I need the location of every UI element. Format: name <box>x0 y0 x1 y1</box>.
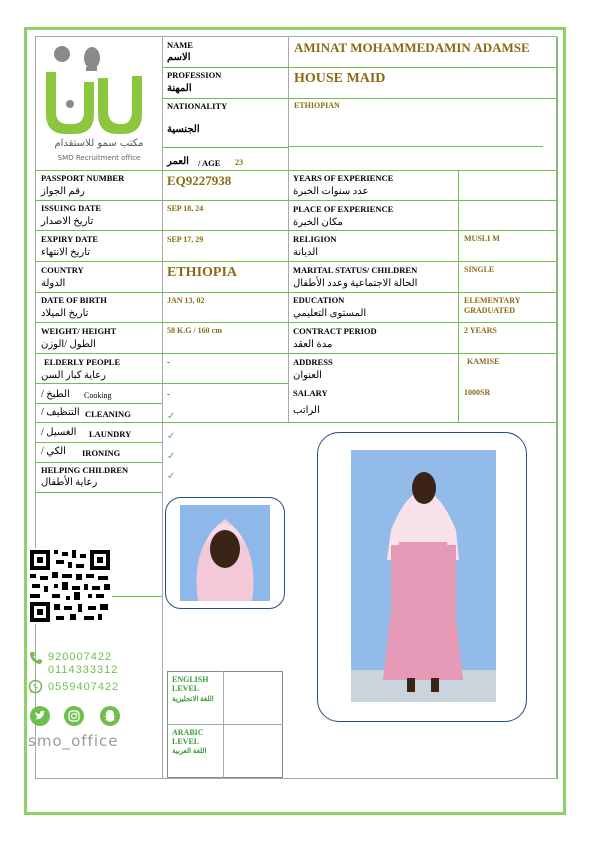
salary-label-ar: الراتب <box>293 405 320 416</box>
name-label: NAME <box>167 40 193 50</box>
marital-label-ar: الحالة الاجتماعية وعدد الأطفال <box>293 278 418 289</box>
country-value: ETHIOPIA <box>167 265 238 280</box>
laundry-label-ar: الغسيل / <box>41 427 77 438</box>
elderly-value: - <box>167 357 170 367</box>
brand-english: SMO Recruitment office <box>57 154 141 162</box>
salary-value: 1000SR <box>464 388 491 397</box>
arabic-level-label-ar: اللغة العربية <box>172 747 207 755</box>
brand-arabic: مكتب سمو للاستقدام <box>54 138 144 149</box>
issuing-value: SEP 18, 24 <box>167 204 204 213</box>
experience-place-label-ar: مكان الخبرة <box>293 217 343 228</box>
whatsapp-icon <box>28 679 43 694</box>
marital-value: SINGLE <box>464 265 495 274</box>
cooking-value: - <box>167 389 170 399</box>
ironing-check-icon: ✓ <box>167 451 176 462</box>
age-value: 23 <box>235 158 243 167</box>
arabic-level-label: ARABIC <box>172 728 204 737</box>
col-divider-1 <box>162 37 163 779</box>
passport-label: PASSPORT NUMBER <box>41 173 125 183</box>
experience-place-label: PLACE OF EXPERIENCE <box>293 204 394 214</box>
helping-label-ar: رعاية الأطفال <box>41 477 98 488</box>
age-label-ar: العمر <box>167 156 189 167</box>
english-level-label-ar: اللغة الانجليزية <box>172 695 214 703</box>
religion-value: MUSLI M <box>464 234 500 243</box>
passport-label-ar: رقم الجواز <box>41 186 85 197</box>
name-label-ar: الاسم <box>167 52 191 63</box>
laundry-check-icon: ✓ <box>167 431 176 442</box>
weight-label-ar: الطول /الوزن <box>41 339 96 350</box>
social-handle: smo_office <box>28 732 119 750</box>
laundry-label: LAUNDRY <box>89 429 132 439</box>
issuing-label-ar: تاريخ الاصدار <box>41 216 94 227</box>
education-label-ar: المستوى التعليمي <box>293 308 367 319</box>
education-label: EDUCATION <box>293 295 345 305</box>
address-value: KAMISE <box>467 357 500 366</box>
expiry-label: EXPIRY DATE <box>41 234 99 244</box>
dob-label-ar: تاريخ الميلاد <box>41 308 89 319</box>
name-value: AMINAT MOHAMMEDAMIN ADAMSE <box>294 40 530 55</box>
country-label: COUNTRY <box>41 265 84 275</box>
helping-label: HELPING CHILDREN <box>41 465 129 475</box>
education-value-line1: ELEMENTARY <box>464 296 521 305</box>
portrait-photo <box>180 505 270 601</box>
phone-number-2: 0114333312 <box>48 664 119 676</box>
expiry-label-ar: تاريخ الانتهاء <box>41 247 91 258</box>
dob-label: DATE OF BIRTH <box>41 295 107 305</box>
nationality-label: NATIONALITY <box>167 101 228 111</box>
marital-label: MARITAL STATUS/ CHILDREN <box>293 265 418 275</box>
profession-label: PROFESSION <box>167 70 222 80</box>
snapchat-icon[interactable] <box>100 706 120 726</box>
phone-icon <box>29 651 43 665</box>
cooking-label: Cooking <box>84 391 112 400</box>
ironing-label: IRONING <box>82 448 121 458</box>
cleaning-label: CLEANING <box>85 409 131 419</box>
instagram-icon[interactable] <box>64 706 84 726</box>
helping-check-icon: ✓ <box>167 471 176 482</box>
experience-years-label-ar: عدد سنوات الخبرة <box>293 186 369 197</box>
expiry-value: SEP 17, 29 <box>167 235 204 244</box>
english-level-label: ENGLISH <box>172 675 209 684</box>
arabic-level-label-2: LEVEL <box>172 737 200 746</box>
experience-years-label: YEARS OF EXPERIENCE <box>293 173 394 183</box>
country-label-ar: الدولة <box>41 278 66 289</box>
contract-label: CONTRACT PERIOD <box>293 326 377 336</box>
col-divider-3 <box>458 170 459 422</box>
passport-value: EQ9227938 <box>167 173 232 188</box>
contract-value: 2 YEARS <box>464 326 497 335</box>
nationality-value: ETHIOPIAN <box>294 101 340 110</box>
cooking-label-ar: الطبخ / <box>41 389 70 400</box>
logo-icon <box>40 42 160 142</box>
dob-value: JAN 13, 02 <box>167 296 205 305</box>
whatsapp-number: 0559407422 <box>48 681 120 693</box>
full-body-photo <box>351 450 496 702</box>
profession-label-ar: المهنة <box>167 83 192 94</box>
contract-label-ar: مدة العقد <box>293 339 333 350</box>
profession-value: HOUSE MAID <box>294 71 386 86</box>
address-label: ADDRESS <box>293 357 333 367</box>
qr-code-icon <box>28 548 112 624</box>
cleaning-label-ar: التنظيف / <box>41 407 80 418</box>
company-logo <box>40 42 160 167</box>
elderly-label: ELDERLY PEOPLE <box>44 357 121 367</box>
col-divider-right <box>557 37 558 779</box>
education-value-line2: GRADUATED <box>464 306 515 315</box>
cleaning-check-icon: ✓ <box>167 411 176 422</box>
nationality-label-ar: الجنسية <box>167 124 200 135</box>
weight-label: WEIGHT/ HEIGHT <box>41 326 117 336</box>
religion-label-ar: الديانة <box>293 247 319 258</box>
weight-value: 58 K.G / 160 cm <box>167 326 222 335</box>
elderly-label-ar: رعاية كبار السن <box>41 370 106 381</box>
ironing-label-ar: الكي / <box>41 446 66 457</box>
address-label-ar: العنوان <box>293 370 322 381</box>
issuing-label: ISSUING DATE <box>41 203 102 213</box>
twitter-icon[interactable] <box>30 706 50 726</box>
religion-label: RELIGION <box>293 234 337 244</box>
english-level-label-2: LEVEL <box>172 684 200 693</box>
salary-label: SALARY <box>293 388 328 398</box>
age-label: / AGE <box>198 158 221 168</box>
phone-number-1: 920007422 <box>48 651 113 663</box>
